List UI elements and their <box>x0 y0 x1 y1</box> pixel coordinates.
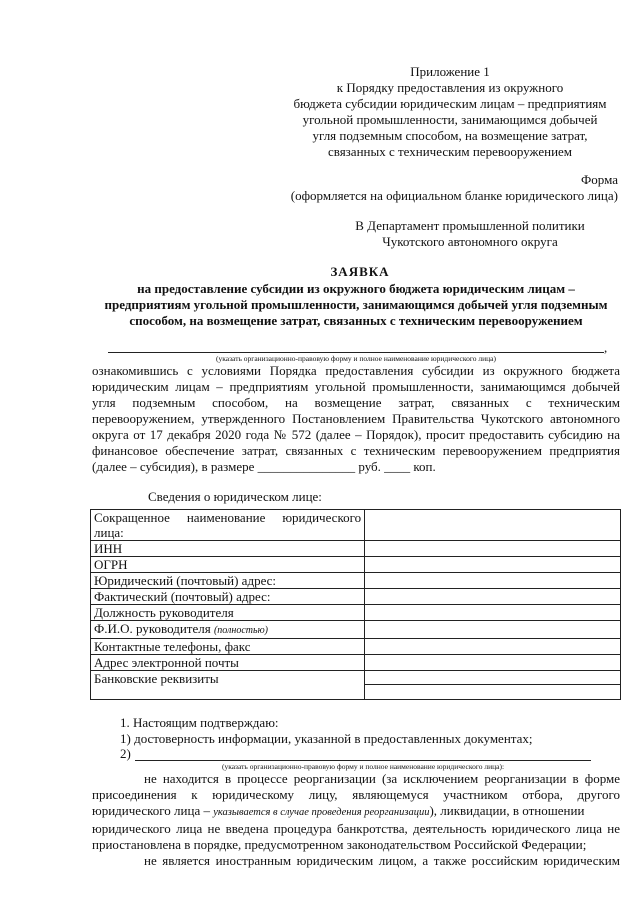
appendix-line: связанных с техническим перевооружением <box>327 144 573 159</box>
document-subtitle <box>84 281 628 329</box>
intro-line: округа от 17 декабря 2020 года № 572 (далее – Порядок), просит предоставить субсидию на <box>92 427 620 442</box>
table-row <box>91 589 621 605</box>
bank-details-line <box>365 671 620 685</box>
table-cell-label: Адрес электронной почты <box>91 655 365 671</box>
confirm-item-1-1: 1) достоверность информации, указанной в предоставленных документах; <box>120 731 533 746</box>
intro-line: (далее – субсидия), в размере _______________ руб. ____ коп. <box>92 459 436 474</box>
form-label-block <box>250 172 618 204</box>
table-row <box>91 541 621 557</box>
svedeniya-heading: Сведения о юридическом лице: <box>148 489 322 504</box>
confirm-item-2-line <box>135 760 591 761</box>
intro-line: финансовое обеспечение затрат, связанных с техническим перевооружением предприятия <box>92 443 620 458</box>
subtitle-line: способом, на возмещение затрат, связанных с техническим перевооружением <box>129 313 583 328</box>
table-cell-label: ИНН <box>91 541 365 557</box>
appendix-line: к Порядку предоставления из окружного <box>336 80 564 95</box>
document-title: ЗАЯВКА <box>330 264 390 279</box>
reorg-line: приостановлена в порядке, предусмотренном законодательством Российской Федерации; <box>92 837 587 852</box>
bank-details-line <box>365 685 620 699</box>
table-row <box>91 605 621 621</box>
table-row <box>91 557 621 573</box>
table-cell-label: ОГРН <box>91 557 365 573</box>
reorg-line: присоединения к юридическому лицу, являющемуся участником отбора, другого <box>92 787 620 802</box>
confirm-item-1: 1. Настоящим подтверждаю: <box>120 715 279 730</box>
table-row <box>91 621 621 639</box>
table-cell-value[interactable] <box>365 671 621 700</box>
appendix-line: угольной промышленности, занимающимся добычей <box>302 112 598 127</box>
table-cell-label: Контактные телефоны, факс <box>91 639 365 655</box>
applicant-comma: , <box>604 340 608 355</box>
confirm-item-2: 2) <box>120 746 131 761</box>
subtitle-line: предприятиям угольной промышленности, занимающимся добычей угля подземным <box>104 297 608 312</box>
reorg-line: юридического лица не введена процедура банкротства, деятельность юридического лица не <box>92 821 620 836</box>
table-cell-value[interactable] <box>365 655 621 671</box>
table-cell-label: Банковские реквизиты <box>91 671 365 700</box>
table-row <box>91 639 621 655</box>
table-cell-value[interactable] <box>365 510 621 541</box>
table-cell-value[interactable] <box>365 541 621 557</box>
fio-note: (полностью) <box>213 625 268 636</box>
intro-paragraph <box>92 363 620 475</box>
reorg-line: не находится в процессе реорганизации (за исключением реорганизации в форме <box>144 771 620 786</box>
appendix-header <box>280 64 620 160</box>
applicant-name-line <box>108 352 604 353</box>
legal-entity-table <box>90 509 621 700</box>
intro-line: угля подземным способом, на возмещение затрат, связанных с техническим <box>92 395 620 410</box>
table-cell-value[interactable] <box>365 573 621 589</box>
reorg-line-3b: ), ликвидации, в отношении <box>429 803 585 818</box>
table-cell-value[interactable] <box>365 557 621 573</box>
recipient-block <box>340 218 600 250</box>
reorg-line-3a: юридического лица – <box>92 803 214 818</box>
recipient-line: Чукотского автономного округа <box>382 234 558 249</box>
reorg-line <box>92 803 620 821</box>
table-cell-label: Должность руководителя <box>91 605 365 621</box>
table-cell-value[interactable] <box>365 589 621 605</box>
appendix-line: Приложение 1 <box>410 64 490 79</box>
table-cell-label: Фактический (почтовый) адрес: <box>91 589 365 605</box>
reorg-line-3-italic: указывается в случае проведения реорганизации <box>213 807 430 818</box>
table-cell-value[interactable] <box>365 605 621 621</box>
applicant-caption: (указать организационно-правовую форму и полное наименование юридического лица) <box>215 354 496 363</box>
table-cell-label <box>91 621 365 639</box>
table-cell-value[interactable] <box>365 639 621 655</box>
form-label: Форма <box>581 172 618 187</box>
intro-line: ознакомившись с условиями Порядка предоставления субсидии из окружного бюджета <box>92 363 620 378</box>
appendix-line: угля подземным способом, на возмещение затрат, <box>312 128 588 143</box>
intro-line: юридическим лицам – предприятиям угольной промышленности, занимающимся добычей <box>92 379 620 394</box>
recipient-line: В Департамент промышленной политики <box>355 218 585 233</box>
table-row <box>91 671 621 700</box>
reorg-paragraph <box>92 771 620 869</box>
subtitle-line: на предоставление субсидии из окружного бюджета юридическим лицам – <box>137 281 575 296</box>
table-row <box>91 573 621 589</box>
table-cell-value[interactable] <box>365 621 621 639</box>
fio-label: Ф.И.О. руководителя <box>94 621 211 636</box>
form-note: (оформляется на официальном бланке юридического лица) <box>290 188 618 203</box>
table-cell-label: Сокращенное наименование юридического лица: <box>91 510 365 541</box>
intro-line: перевооружением, утвержденного Постановлением Правительства Чукотского автономного <box>92 411 620 426</box>
table-row <box>91 655 621 671</box>
reorg-line: не является иностранным юридическим лицом, а также российским юридическим <box>144 853 620 868</box>
confirm-item-2-caption: (указать организационно-правовую форму и полное наименование юридического лица): <box>221 762 505 771</box>
table-cell-label: Юридический (почтовый) адрес: <box>91 573 365 589</box>
table-row <box>91 510 621 541</box>
appendix-line: бюджета субсидии юридическим лицам – предприятиям <box>293 96 607 111</box>
